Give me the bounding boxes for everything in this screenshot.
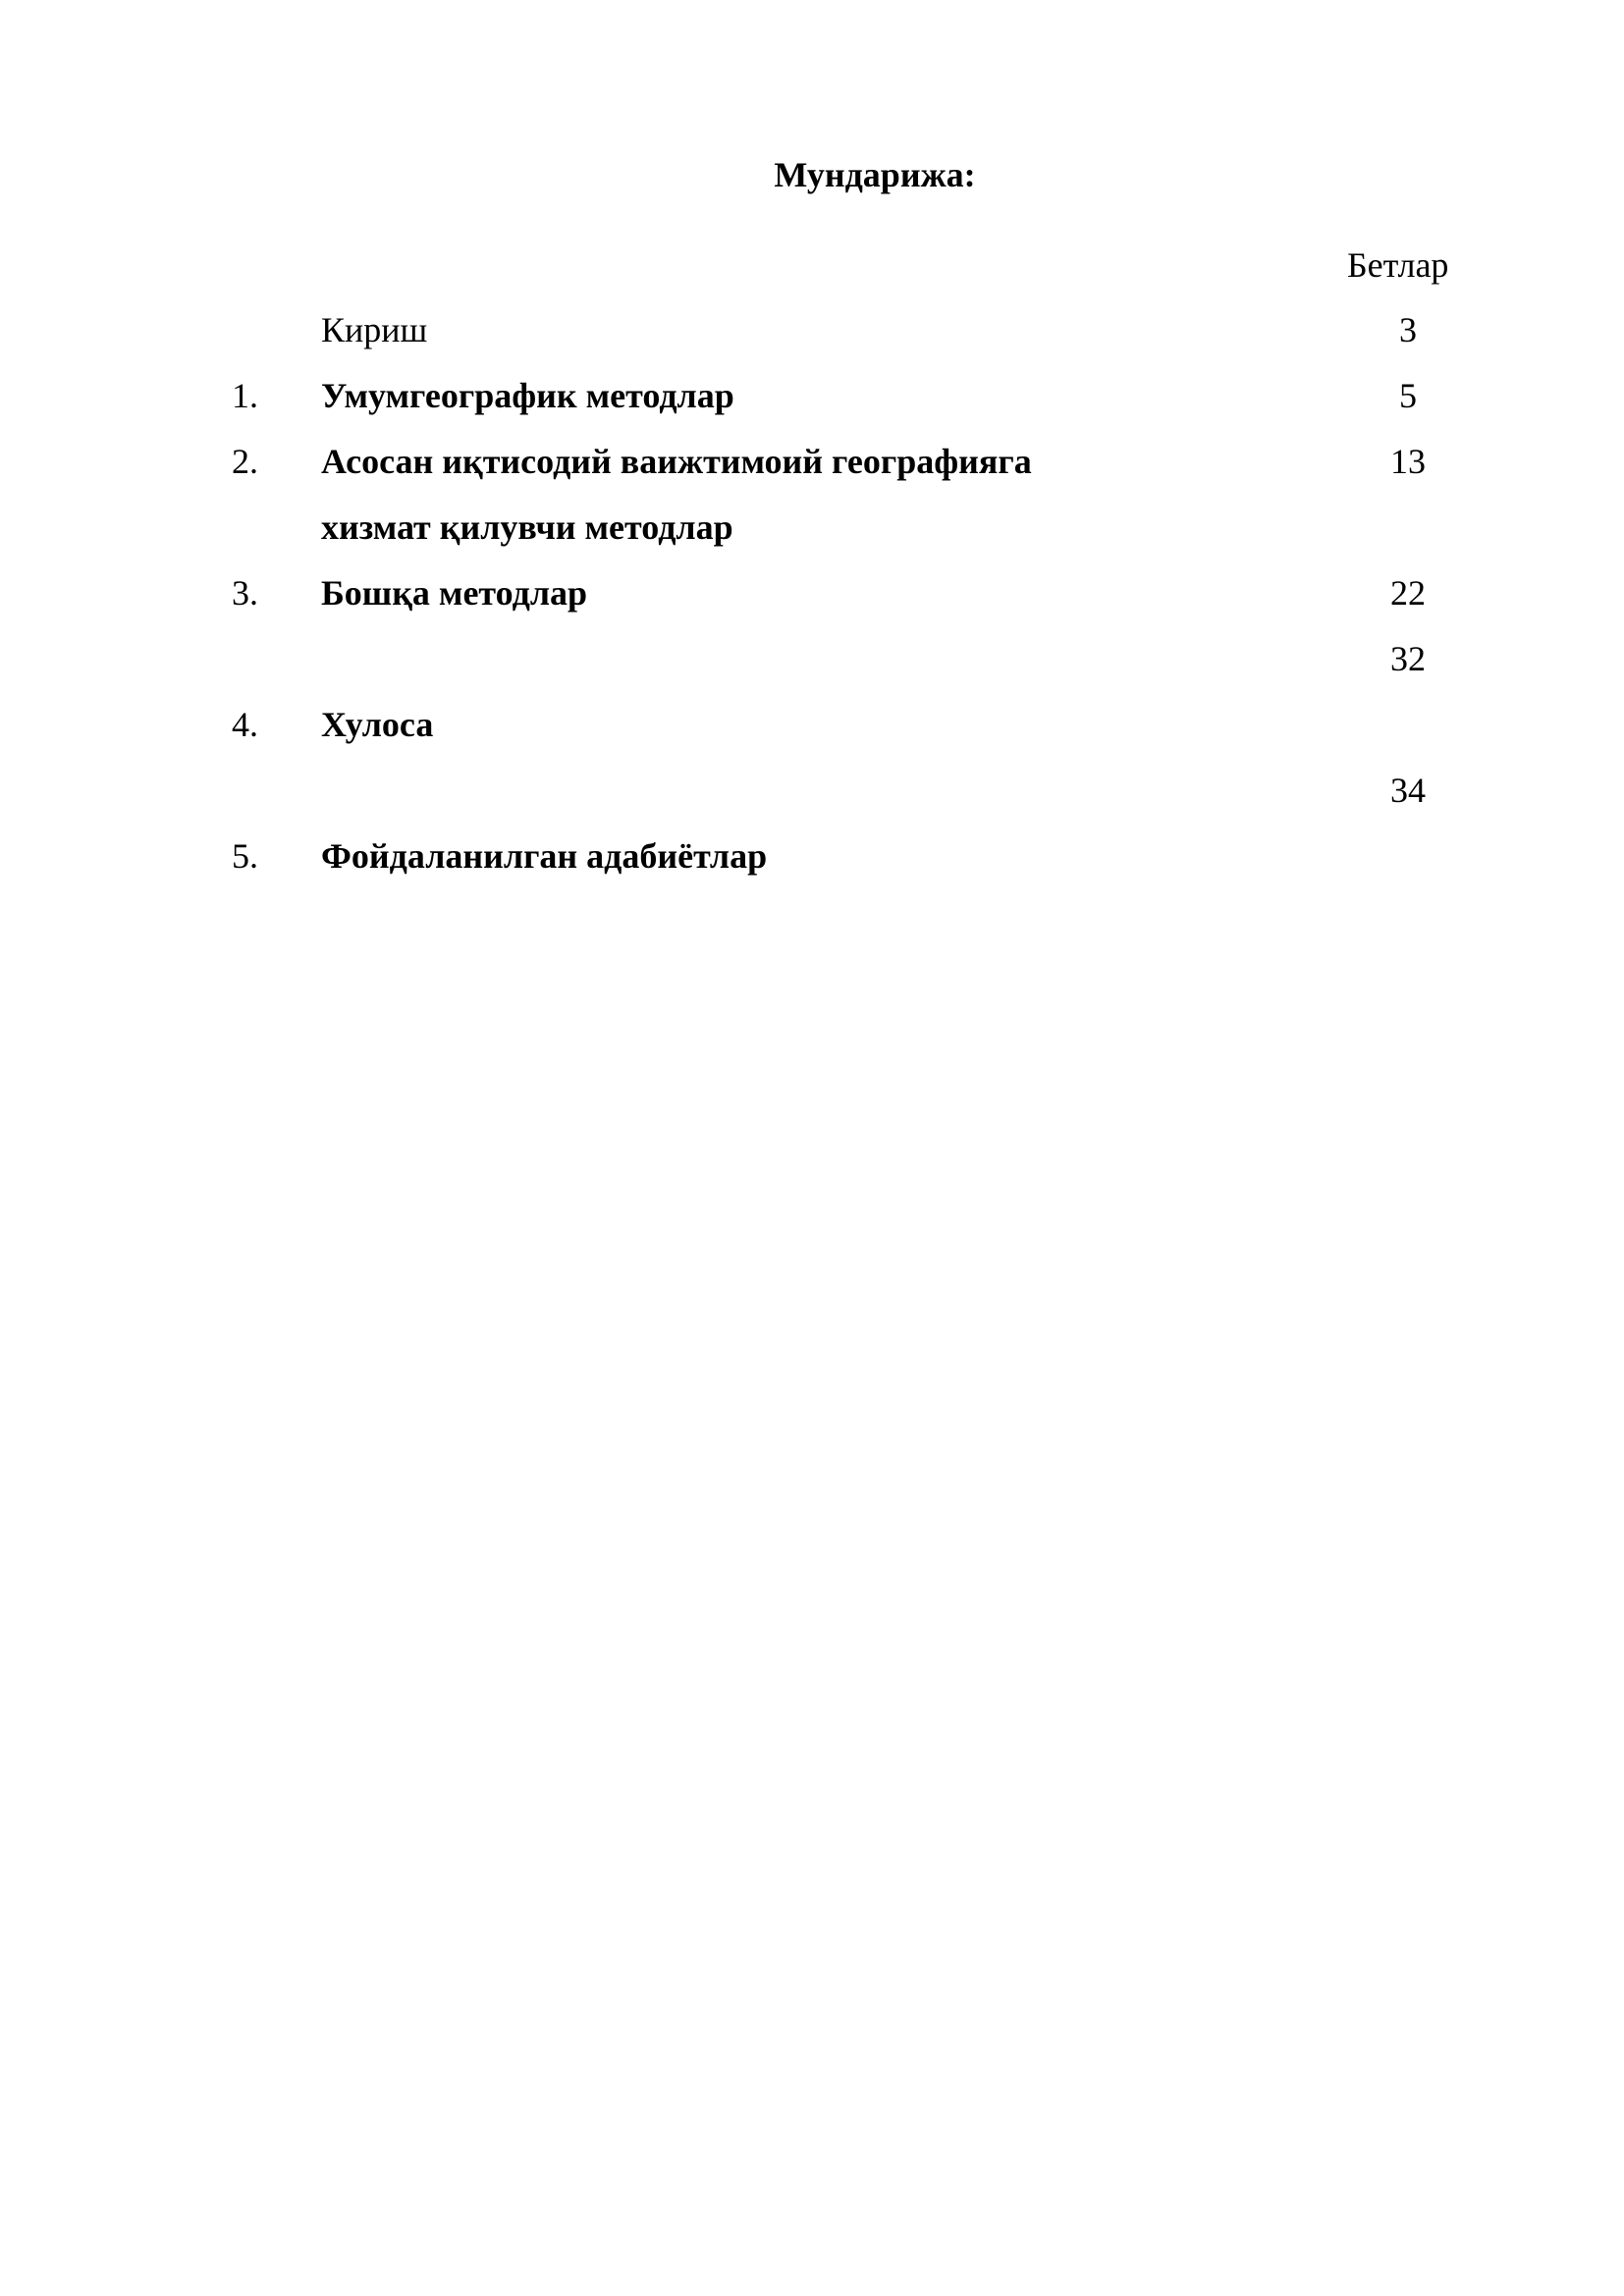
toc-row-number: 5. xyxy=(232,836,258,876)
toc-row-5 xyxy=(0,834,1624,878)
toc-row-number: 4. xyxy=(232,705,258,744)
toc-row-1 xyxy=(0,374,1624,417)
toc-row-title: Кириш xyxy=(321,310,428,349)
toc-row-intro xyxy=(0,308,1624,351)
toc-row-2 xyxy=(0,440,1624,483)
toc-row-page: 5 xyxy=(1399,376,1417,415)
toc-row-page-only xyxy=(0,637,1624,680)
toc-row-number: 3. xyxy=(232,573,258,613)
toc-row-title: Фойдаланилган адабиётлар xyxy=(321,836,768,876)
pages-column-header: Бетлар xyxy=(1347,245,1449,285)
toc-row-title: Умумгеографик методлар xyxy=(321,376,734,415)
toc-row-title: Бошқа методлар xyxy=(321,573,588,613)
toc-row-page: 34 xyxy=(1390,771,1426,810)
toc-row-number: 2. xyxy=(232,442,258,481)
toc-row-4 xyxy=(0,703,1624,746)
toc-row-page-only xyxy=(0,769,1624,812)
toc-row-2-continuation xyxy=(0,506,1624,549)
toc-row-page: 13 xyxy=(1390,442,1426,481)
toc-row-title: Асосан иқтисодий ваижтимоий географияга xyxy=(321,442,1032,481)
toc-row-page: 22 xyxy=(1390,573,1426,613)
toc-row-title: хизмат қилувчи методлар xyxy=(321,507,733,547)
toc-row-title: Хулоса xyxy=(321,705,434,744)
toc-title: Мундарижа: xyxy=(774,155,976,194)
toc-row-page: 32 xyxy=(1390,639,1426,678)
toc-row-page: 3 xyxy=(1399,310,1417,349)
toc-row-number: 1. xyxy=(232,376,258,415)
toc-row-3 xyxy=(0,571,1624,614)
